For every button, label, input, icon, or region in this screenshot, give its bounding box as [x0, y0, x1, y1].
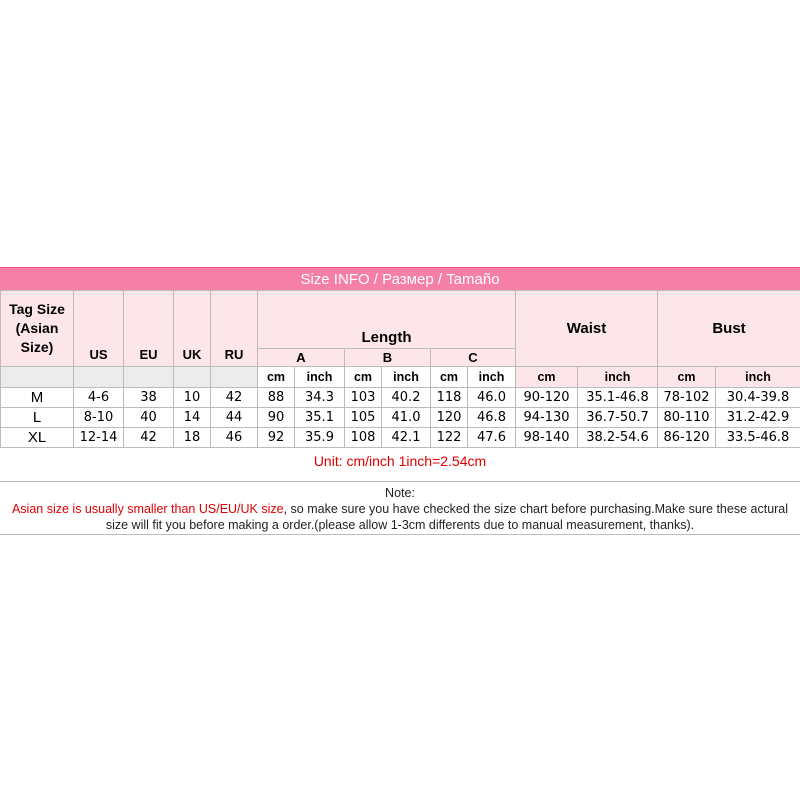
unit-blank — [1, 367, 74, 388]
length-c-cm-cell: 122 — [431, 428, 468, 448]
uk-cell: 18 — [174, 428, 211, 448]
table-row — [1, 408, 800, 428]
ru-cell: 44 — [211, 408, 258, 428]
waist-cm-cell: 90-120 — [516, 388, 578, 408]
length-a-cm-cell: 88 — [258, 388, 295, 408]
length-b-cm-cell: 103 — [345, 388, 382, 408]
bust-cm-cell: 86-120 — [658, 428, 716, 448]
unit-blank — [74, 367, 124, 388]
ru-cell: 46 — [211, 428, 258, 448]
ru-cell: 42 — [211, 388, 258, 408]
size-cell: M — [1, 388, 74, 408]
bust-inch-cell: 31.2-42.9 — [716, 408, 800, 428]
unit-note: Unit: cm/inch 1inch=2.54cm — [313, 453, 487, 469]
waist-inch-cell: 36.7-50.7 — [578, 408, 658, 428]
waist-inch-cell: 35.1-46.8 — [578, 388, 658, 408]
unit-inch: inch — [295, 367, 345, 388]
table-row — [1, 428, 800, 448]
length-c-cm-cell: 118 — [431, 388, 468, 408]
length-b-header: B — [345, 349, 431, 367]
bust-cm-cell: 78-102 — [658, 388, 716, 408]
eu-cell: 40 — [124, 408, 174, 428]
length-a-header: A — [258, 349, 345, 367]
us-cell: 12-14 — [74, 428, 124, 448]
waist-inch-cell: 38.2-54.6 — [578, 428, 658, 448]
size-cell: XL — [1, 428, 74, 448]
eu-cell: 38 — [124, 388, 174, 408]
ru-header: RU — [211, 291, 258, 367]
length-c-inch-cell: 46.8 — [468, 408, 516, 428]
length-b-inch-cell: 42.1 — [382, 428, 431, 448]
unit-cm: cm — [345, 367, 382, 388]
us-cell: 8-10 — [74, 408, 124, 428]
bust-inch-cell: 33.5-46.8 — [716, 428, 800, 448]
length-c-inch-cell: 47.6 — [468, 428, 516, 448]
length-b-cm-cell: 108 — [345, 428, 382, 448]
unit-blank — [211, 367, 258, 388]
unit-cm: cm — [431, 367, 468, 388]
length-b-cm-cell: 105 — [345, 408, 382, 428]
unit-cm: cm — [658, 367, 716, 388]
note-title: Note: — [385, 486, 415, 500]
length-a-cm-cell: 90 — [258, 408, 295, 428]
note-text-continued: size will fit you before making a order.(please allow 1-3cm differents due to manual measurement, thanks). — [105, 518, 695, 532]
unit-blank — [124, 367, 174, 388]
note-box — [0, 481, 800, 535]
length-a-inch-cell: 35.9 — [295, 428, 345, 448]
size-cell: L — [1, 408, 74, 428]
size-info-title: Size INFO / Размер / Tamaño — [0, 267, 800, 291]
length-b-inch-cell: 41.0 — [382, 408, 431, 428]
tag-size-header: Tag Size (Asian Size) — [1, 291, 74, 367]
table-row — [1, 388, 800, 408]
uk-cell: 10 — [174, 388, 211, 408]
unit-inch: inch — [578, 367, 658, 388]
waist-header: Waist — [516, 291, 658, 367]
waist-cm-cell: 98-140 — [516, 428, 578, 448]
unit-inch: inch — [716, 367, 800, 388]
eu-header: EU — [124, 291, 174, 367]
uk-cell: 14 — [174, 408, 211, 428]
bust-header: Bust — [658, 291, 800, 367]
note-warning: Asian size is usually smaller than US/EU/UK size — [11, 502, 284, 516]
length-a-inch-cell: 34.3 — [295, 388, 345, 408]
length-a-inch-cell: 35.1 — [295, 408, 345, 428]
length-a-cm-cell: 92 — [258, 428, 295, 448]
unit-cm: cm — [516, 367, 578, 388]
uk-header: UK — [174, 291, 211, 367]
unit-inch: inch — [468, 367, 516, 388]
unit-blank — [174, 367, 211, 388]
length-header: Length — [258, 291, 516, 349]
bust-cm-cell: 80-110 — [658, 408, 716, 428]
waist-cm-cell: 94-130 — [516, 408, 578, 428]
length-b-inch-cell: 40.2 — [382, 388, 431, 408]
length-c-inch-cell: 46.0 — [468, 388, 516, 408]
size-chart-table — [0, 290, 800, 448]
eu-cell: 42 — [124, 428, 174, 448]
unit-cm: cm — [258, 367, 295, 388]
length-c-cm-cell: 120 — [431, 408, 468, 428]
us-header: US — [74, 291, 124, 367]
us-cell: 4-6 — [74, 388, 124, 408]
length-c-header: C — [431, 349, 516, 367]
unit-inch: inch — [382, 367, 431, 388]
note-text: , so make sure you have checked the size chart before purchasing.Make sure these actural — [283, 502, 789, 516]
bust-inch-cell: 30.4-39.8 — [716, 388, 800, 408]
